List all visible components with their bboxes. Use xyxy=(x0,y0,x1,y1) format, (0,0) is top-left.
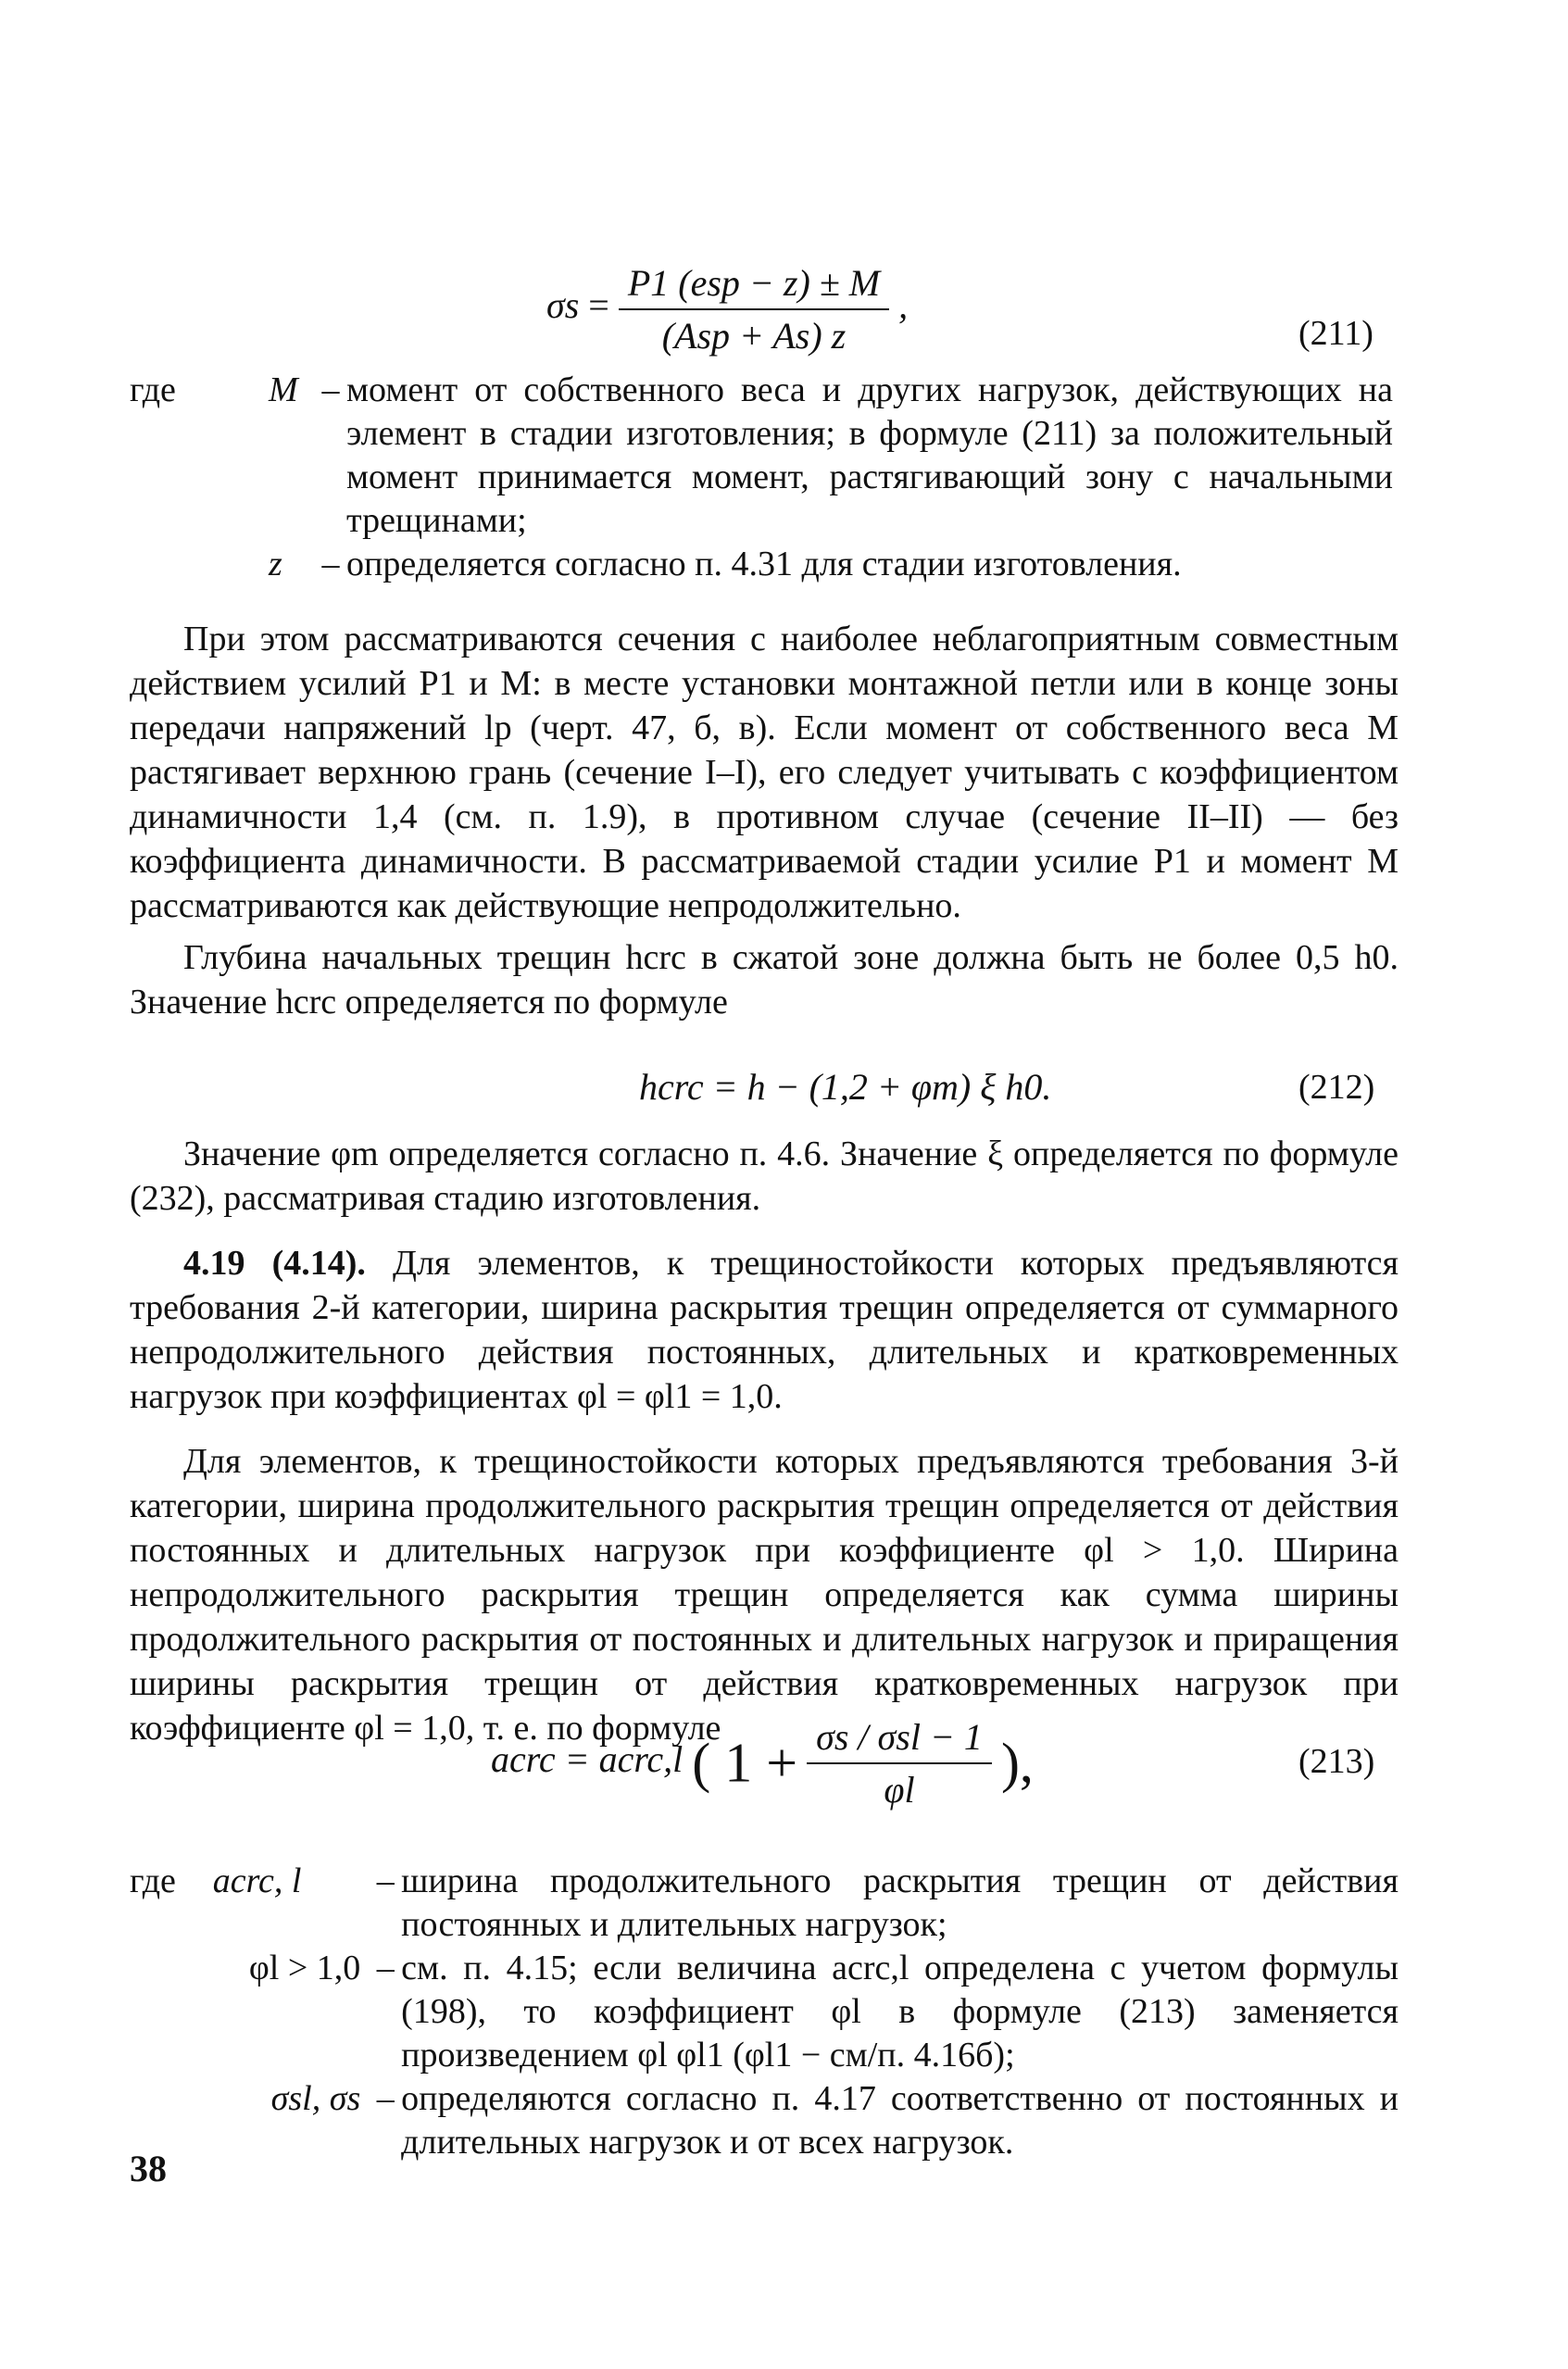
equation-211: σs = $\frac{\text{P1 (esp − z) ± M}}{\text{(Asp + As) z}}$ , xyxy=(546,262,909,357)
equation-212: hcrc = h − (1,2 + φm) ξ h0. xyxy=(639,1066,1052,1108)
where-label: где xyxy=(130,370,176,409)
definition-symbol: σsl, σs xyxy=(270,2079,361,2118)
definition-text: определяются согласно п. 4.17 соответственно от постоянных и длительных нагрузок и от всех нагрузок. xyxy=(401,2079,1399,2162)
paragraph-text: Для элементов, к трещиностойкости которых предъявляются требования 2-й категории, ширина раскрытия трещин определяется от суммарного непродолжительного действия постоянных, длительных и кратковременных нагрузок при коэффициентах φl = φl1 = 1,0. xyxy=(130,1244,1399,1416)
equation-213 xyxy=(491,1715,1324,1811)
body-text-1 xyxy=(130,617,1399,1024)
eq213-lhs: acrc = acrc,l xyxy=(491,1738,684,1781)
definition-row: φl > 1,0 – см. п. 4.15; если величина acrc,l определена с учетом формулы (198), то коэффициент φl в формуле (213) заменяется произведением φl φl1 (φl1 − см/п. 4.16б); xyxy=(130,1947,1399,2077)
definition-text: момент от собственного веса и других нагрузок, действующих на элемент в стадии изготовления; в формуле (211) за положительный момент принимается момент, растягивающий зону с начальными трещинами; xyxy=(346,370,1393,540)
definitions-block-2 xyxy=(130,1860,1399,2164)
eq213-close: ), xyxy=(1000,1732,1034,1794)
where-label: где xyxy=(130,1861,176,1900)
body-text-2 xyxy=(130,1132,1399,1750)
eq213-numerator: σs / σsl − 1 xyxy=(807,1715,992,1764)
paragraph xyxy=(130,1241,1399,1419)
definition-row: где acrc, l – ширина продолжительного раскрытия трещин от действия постоянных и длительных нагрузок; xyxy=(130,1860,1399,1947)
eq211-numerator: P1 (esp − z) ± M xyxy=(619,261,889,310)
definitions-block-1 xyxy=(130,369,1399,586)
paragraph: Значение φm определяется согласно п. 4.6. Значение ξ определяется по формуле (232), рассматривая стадию изготовления. xyxy=(130,1134,1399,1218)
eq213-fraction xyxy=(807,1715,992,1811)
definition-text: ширина продолжительного раскрытия трещин от действия постоянных и длительных нагрузок; xyxy=(401,1861,1399,1944)
definition-row: где M – момент от собственного веса и других нагрузок, действующих на элемент в стадии изготовления; в формуле (211) за положительный момент принимается момент, растягивающий зону с начальными трещинами; xyxy=(130,369,1399,543)
equation-number-213: (213) xyxy=(1298,1742,1375,1781)
definition-text: определяется согласно п. 4.31 для стадии изготовления. xyxy=(346,545,1182,583)
definition-row: σsl, σs – определяются согласно п. 4.17 соответственно от постоянных и длительных нагрузок и от всех нагрузок. xyxy=(130,2077,1399,2164)
eq213-denominator: φl xyxy=(884,1769,915,1811)
equation-number-211: (211) xyxy=(1298,314,1374,353)
eq211-tail: , xyxy=(898,284,909,327)
equation-number-212: (212) xyxy=(1298,1068,1375,1107)
definition-text: см. п. 4.15; если величина acrc,l определена с учетом формулы (198), то коэффициент φl в формуле (213) заменяется произведением φl φl1 (φl1 − см/п. 4.16б); xyxy=(401,1949,1399,2074)
section-number: 4.19 (4.14). xyxy=(183,1244,366,1283)
definition-symbol: acrc, l xyxy=(212,1861,302,1900)
paragraph: Для элементов, к трещиностойкости которых предъявляются требования 3-й категории, ширина продолжительного раскрытия трещин определяется от действия постоянных и длительных нагрузок при коэффициенте φl > 1,0. Ширина непродолжительного раскрытия трещин определяется как сумма ширины продолжительного раскрытия от постоянных и длительных нагрузок и приращения ширины раскрытия трещин от действия кратковременных нагрузок при коэффициенте φl = 1,0, т. е. по формуле xyxy=(130,1442,1399,1748)
eq211-fraction xyxy=(619,261,889,357)
eq213-open: ( 1 + xyxy=(692,1732,798,1794)
page-number: 38 xyxy=(130,2148,167,2189)
definition-symbol: M xyxy=(269,370,298,409)
definition-symbol: z xyxy=(269,545,282,583)
eq211-denominator: (Asp + As) z xyxy=(661,315,847,357)
definition-row: z – определяется согласно п. 4.31 для стадии изготовления. xyxy=(130,543,1399,586)
paragraph: При этом рассматриваются сечения с наиболее неблагоприятным совместным действием усилий P1 и M: в месте установки монтажной петли или в конце зоны передачи напряжений lp (черт. 47, б, в). Если момент от собственного веса M растягивает верхнюю грань (сечение I–I), его следует учитывать с коэффициентом динамичности 1,4 (см. п. 1.9), в противном случае (сечение II–II) — без коэффициента динамичности. В рассматриваемой стадии усилие P1 и момент M рассматриваются как действующие непродолжительно. xyxy=(130,620,1399,925)
definition-symbol: φl > 1,0 xyxy=(248,1949,361,1987)
paragraph: Глубина начальных трещин hcrc в сжатой зоне должна быть не более 0,5 h0. Значение hcrc определяется по формуле xyxy=(130,938,1399,1022)
eq211-lhs: σs xyxy=(546,284,580,327)
